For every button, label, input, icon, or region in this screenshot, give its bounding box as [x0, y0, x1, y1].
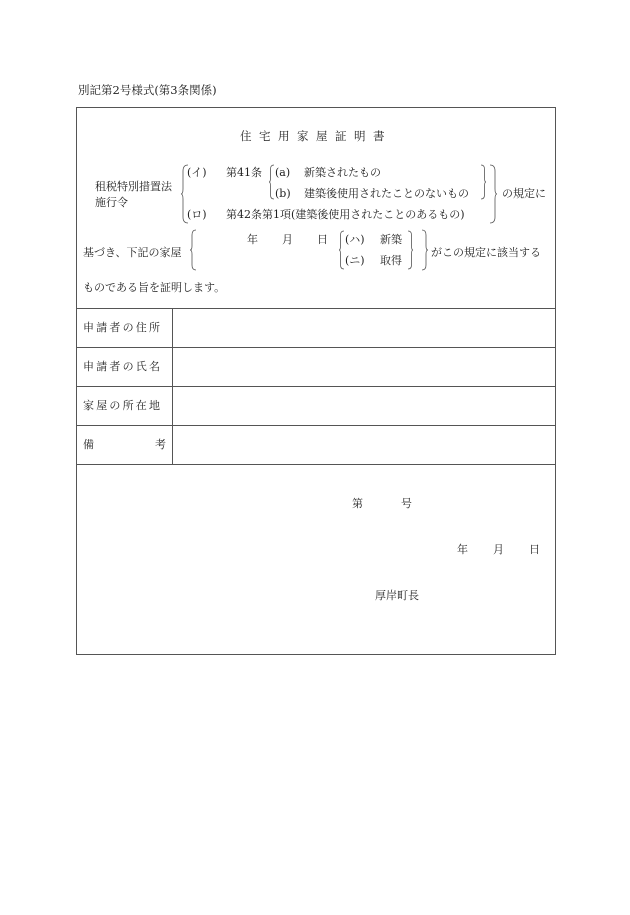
- item-ha-text: 新築: [380, 233, 402, 246]
- row-label-house-location: 家屋の所在地: [83, 399, 163, 412]
- right-brace-icon: [490, 165, 498, 223]
- issue-day-label: 日: [529, 543, 540, 556]
- item-a-text: 新築されたもの: [304, 166, 381, 179]
- issue-month-label: 月: [493, 543, 504, 556]
- closing-text: ものである旨を証明します。: [83, 281, 226, 294]
- date-day-label: 日: [317, 233, 328, 246]
- issuer-name: 厚岸町長: [375, 589, 419, 602]
- right-brace-icon: [422, 230, 429, 270]
- right-brace-icon: [408, 231, 414, 269]
- law-name-line2: 施行令: [95, 196, 128, 209]
- issue-number-suffix: 号: [401, 497, 412, 510]
- table-bottom-divider: [77, 464, 555, 465]
- right-brace-icon: [481, 165, 487, 199]
- date-month-label: 月: [282, 233, 293, 246]
- certificate-frame: [76, 107, 556, 655]
- certificate-title: 住宅用家屋証明書: [240, 129, 392, 143]
- item-i-article: 第41条: [226, 166, 262, 179]
- issue-number-prefix: 第: [352, 497, 363, 510]
- row-label-applicant-address: 申請者の住所: [83, 321, 163, 334]
- applicant-name-field[interactable]: [173, 348, 555, 385]
- based-on-text: 基づき、下記の家屋: [83, 246, 182, 259]
- item-ha-marker: (ハ): [345, 233, 365, 246]
- item-ro-marker: (ロ): [187, 208, 207, 221]
- provision-suffix: の規定に: [502, 187, 546, 200]
- row-label-remarks-left: 備: [83, 438, 94, 451]
- left-brace-icon: [190, 230, 197, 270]
- item-ni-text: 取得: [380, 254, 402, 267]
- issue-year-label: 年: [457, 543, 468, 556]
- item-ni-marker: (ニ): [345, 254, 365, 267]
- item-b-marker: (b): [275, 187, 291, 200]
- applicable-suffix: がこの規定に該当する: [431, 246, 541, 259]
- form-number-label: 別記第2号様式(第3条関係): [78, 83, 217, 97]
- house-location-field[interactable]: [173, 387, 555, 424]
- item-a-marker: (a): [275, 166, 291, 179]
- item-b-text: 建築後使用されたことのないもの: [304, 187, 469, 200]
- row-label-remarks-right: 考: [155, 438, 166, 451]
- date-year-label: 年: [247, 233, 258, 246]
- item-i-marker: (イ): [187, 166, 207, 179]
- applicant-address-field[interactable]: [173, 309, 555, 346]
- law-name-line1: 租税特別措置法: [95, 180, 172, 193]
- row-label-applicant-name: 申請者の氏名: [83, 360, 163, 373]
- item-ro-text: 第42条第1項(建築後使用されたことのあるもの): [226, 208, 465, 221]
- remarks-field[interactable]: [173, 426, 555, 463]
